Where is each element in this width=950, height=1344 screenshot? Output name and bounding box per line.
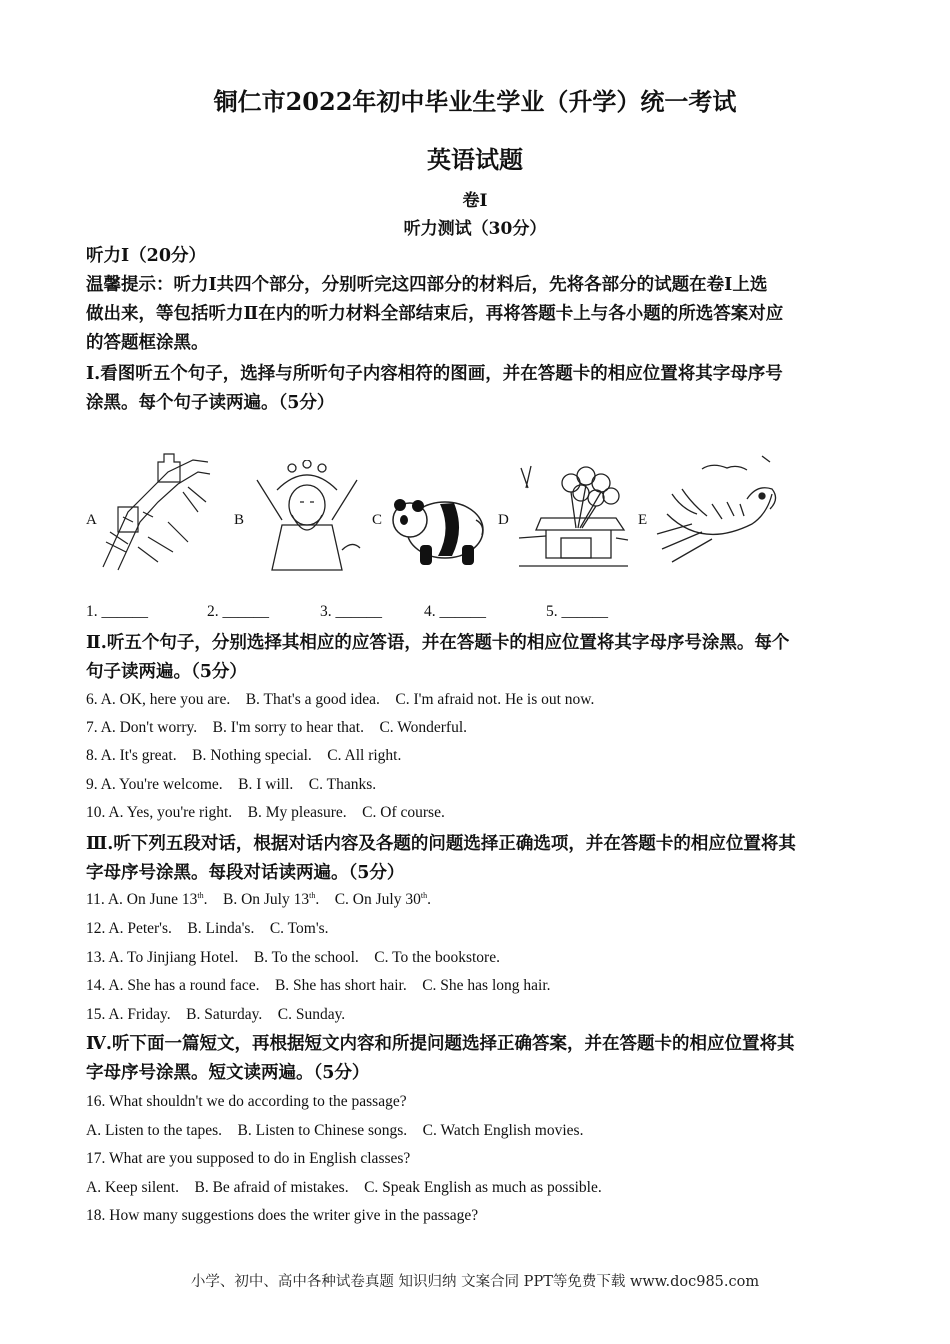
- tip-line-3: 的答题框涂黑。: [86, 333, 209, 353]
- part3-instruction-2: 字母序号涂黑。每段对话读两遍。（5分）: [86, 863, 405, 883]
- balloons-building-icon: [516, 458, 634, 574]
- subject-title: 英语试题: [427, 145, 523, 174]
- question-13: 13. A. To Jinjiang Hotel. B. To the school. C. To the bookstore.: [86, 949, 500, 966]
- volume-label: 卷Ⅰ: [462, 191, 488, 211]
- picture-label: D: [498, 512, 509, 528]
- part1-instruction-1: Ⅰ.看图听五个句子，选择与所听句子内容相符的图画，并在答题卡的相应位置将其字母序号: [86, 364, 783, 384]
- panda-icon: [390, 490, 490, 570]
- tip-line-1: 温馨提示：听力Ⅰ共四个部分，分别听完这四部分的材料后，先将各部分的试题在卷Ⅰ上选: [86, 275, 768, 295]
- question-9: 9. A. You're welcome. B. I will. C. Thanks.: [86, 776, 377, 793]
- part1-instruction-2: 涂黑。每个句子读两遍。（5分）: [86, 393, 335, 413]
- question-17: 17. What are you supposed to do in English classes?: [86, 1150, 411, 1167]
- part4-instruction-1: Ⅳ.听下面一篇短文，再根据短文内容和所提问题选择正确答案，并在答题卡的相应位置将其: [86, 1034, 795, 1054]
- question-14: 14. A. She has a round face. B. She has short hair. C. She has long hair.: [86, 977, 551, 994]
- question-10: 10. A. Yes, you're right. B. My pleasure. C. Of course.: [86, 804, 445, 821]
- question-7: 7. A. Don't worry. B. I'm sorry to hear that. C. Wonderful.: [86, 719, 468, 736]
- part2-instruction-1: Ⅱ.听五个句子，分别选择其相应的应答语，并在答题卡的相应位置将其字母序号涂黑。每个: [86, 633, 790, 653]
- question-6: 6. A. OK, here you are. B. That's a good idea. C. I'm afraid not. He is out now.: [86, 691, 595, 708]
- dragon-boat-icon: [652, 454, 782, 572]
- answer-blank-1[interactable]: 1. ______: [86, 603, 148, 620]
- question-11: 11. A. On June 13th. B. On July 13th. C. On July 30th.: [86, 891, 431, 909]
- question-18: 18. How many suggestions does the writer give in the passage?: [86, 1207, 479, 1224]
- footer-text: 小学、初中、高中各种试卷真题 知识归纳 文案合同 PPT等免费下载 www.doc985.com: [190, 1274, 760, 1290]
- picture-label: A: [86, 512, 97, 528]
- question-17-options: A. Keep silent. B. Be afraid of mistakes. C. Speak English as much as possible.: [86, 1179, 602, 1196]
- opera-figure-icon: [252, 460, 364, 575]
- question-12: 12. A. Peter's. B. Linda's. C. Tom's.: [86, 920, 329, 937]
- part2-instruction-2: 句子读两遍。（5分）: [86, 662, 247, 682]
- question-16-options: A. Listen to the tapes. B. Listen to Chinese songs. C. Watch English movies.: [86, 1122, 584, 1139]
- picture-label: C: [372, 512, 383, 528]
- picture-row: [86, 452, 806, 582]
- listening1-heading: 听力Ⅰ（20分）: [86, 246, 207, 266]
- picture-label: E: [638, 512, 648, 528]
- tip-line-2: 做出来，等包括听力Ⅱ在内的听力材料全部结束后，再将答题卡上与各小题的所选答案对应: [86, 304, 784, 324]
- answer-blank-4[interactable]: 4. ______: [424, 603, 486, 620]
- picture-label: B: [234, 512, 245, 528]
- answer-blank-3[interactable]: 3. ______: [320, 603, 382, 620]
- exam-title: 铜仁市2022年初中毕业生学业（升学）统一考试: [213, 87, 737, 116]
- listening-test-heading: 听力测试（30分）: [403, 219, 547, 239]
- part3-instruction-1: Ⅲ.听下列五段对话，根据对话内容及各题的问题选择正确选项，并在答题卡的相应位置将其: [86, 834, 796, 854]
- question-16: 16. What shouldn't we do according to the passage?: [86, 1093, 407, 1110]
- answer-blank-5[interactable]: 5. ______: [546, 603, 608, 620]
- question-8: 8. A. It's great. B. Nothing special. C. All right.: [86, 747, 402, 764]
- great-wall-icon: [98, 452, 213, 574]
- answer-blank-2[interactable]: 2. ______: [207, 603, 269, 620]
- question-15: 15. A. Friday. B. Saturday. C. Sunday.: [86, 1006, 346, 1023]
- part4-instruction-2: 字母序号涂黑。短文读两遍。（5分）: [86, 1063, 370, 1083]
